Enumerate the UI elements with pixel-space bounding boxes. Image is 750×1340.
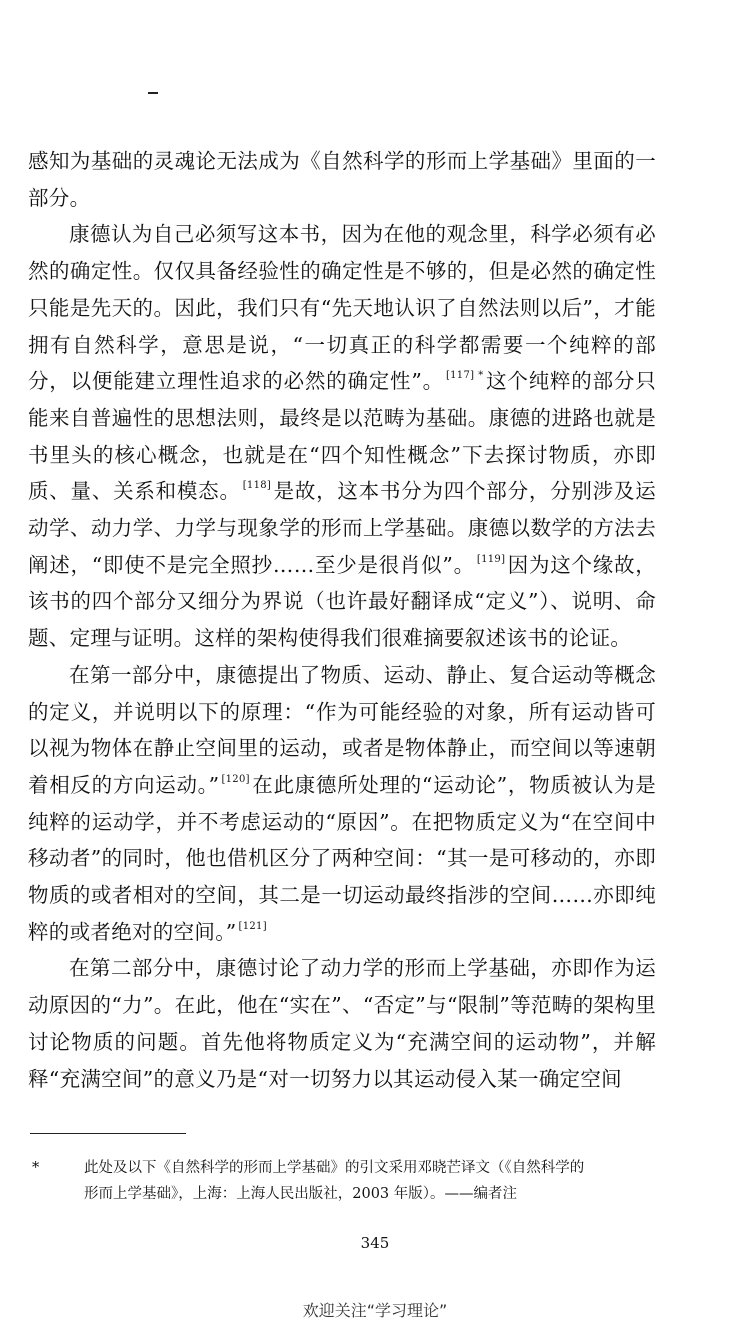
paragraph-text: 因为这个缘故，该书的四个部分又细分为界说（也许最好翻译成“定义”）、说明、命题、定理与证明。这样的架构使得我们很难摘要叙述该书的论证。	[28, 552, 656, 651]
page-number: 345	[360, 1234, 390, 1252]
footnote-line-2: 形而上学基础》，上海：上海人民出版社，2003 年版）。——编者注	[84, 1186, 518, 1202]
citation-ref: [118]	[242, 480, 272, 492]
citation-ref: [121]	[238, 920, 267, 932]
watermark-text: 欢迎关注“学习理论”	[302, 1301, 448, 1320]
footnote	[30, 1155, 670, 1207]
citation-ref: [119]	[476, 553, 506, 565]
paragraph	[28, 657, 656, 951]
body-text	[28, 143, 656, 1097]
footnote-mark: *	[32, 1160, 40, 1176]
citation-ref: [117] *	[445, 370, 484, 382]
paragraph-text: 在第一部分中，康德提出了物质、运动、静止、复合运动等概念的定义，并说明以下的原理：“作为可能经验的对象，所有运动皆可以视为物体在静止空间里的运动，或者是物体静止，而空间以等速朝着相反的方向运动。”	[28, 662, 656, 797]
paragraph-text: 在第二部分中，康德讨论了动力学的形而上学基础，亦即作为运动原因的“力”。在此，他在“实在”、“否定”与“限制”等范畴的架构里讨论物质的问题。首先他将物质定义为“充满空间的运动物”，并解释“充满空间”的意义乃是“对一切努力以其运动侵入某一确定空间	[28, 956, 656, 1091]
paragraph	[28, 950, 656, 1097]
paragraph-text: 感知为基础的灵魂论无法成为《自然科学的形而上学基础》里面的一部分。	[28, 149, 656, 210]
paragraph-text: 康德认为自己必须写这本书，因为在他的观念里，科学必须有必然的确定性。仅仅具备经验性的确定性是不够的，但是必然的确定性只能是先天的。因此，我们只有“先天地认识了自然法则以后”，才能拥有自然科学，意思是说，“一切真正的科学都需要一个纯粹的部分，以便能建立理性追求的必然的确定性”。	[28, 222, 656, 394]
paragraph	[28, 143, 656, 216]
citation-ref: [120]	[221, 773, 250, 785]
stray-mark	[148, 92, 158, 94]
paragraph-text: 这个纯粹的部分只能来自普遍性的思想法则，最终是以范畴为基础。康德的进路也就是书里头的核心概念，也就是在“四个知性概念”下去探讨物质，亦即质、量、关系和模态。	[28, 369, 656, 504]
footnote-rule	[30, 1133, 186, 1134]
footnote-line-1: 此处及以下《自然科学的形而上学基础》的引文采用邓晓芒译文（《自然科学的	[84, 1160, 585, 1176]
paragraph-text: 是故，这本书分为四个部分，分别涉及运动学、动力学、力学与现象学的形而上学基础。康德以数学的方法去阐述，“即使不是完全照抄……至少是很肖似”。	[28, 479, 656, 577]
paragraph	[28, 216, 656, 656]
paragraph-text: 在此康德所处理的“运动论”，物质被认为是纯粹的运动学，并不考虑运动的“原因”。在把物质定义为“在空间中移动者”的同时，他也借机区分了两种空间：“其一是可移动的，亦即物质的或者相对的空间，其二是一切运动最终指涉的空间……亦即纯粹的或者绝对的空间。”	[28, 772, 656, 944]
